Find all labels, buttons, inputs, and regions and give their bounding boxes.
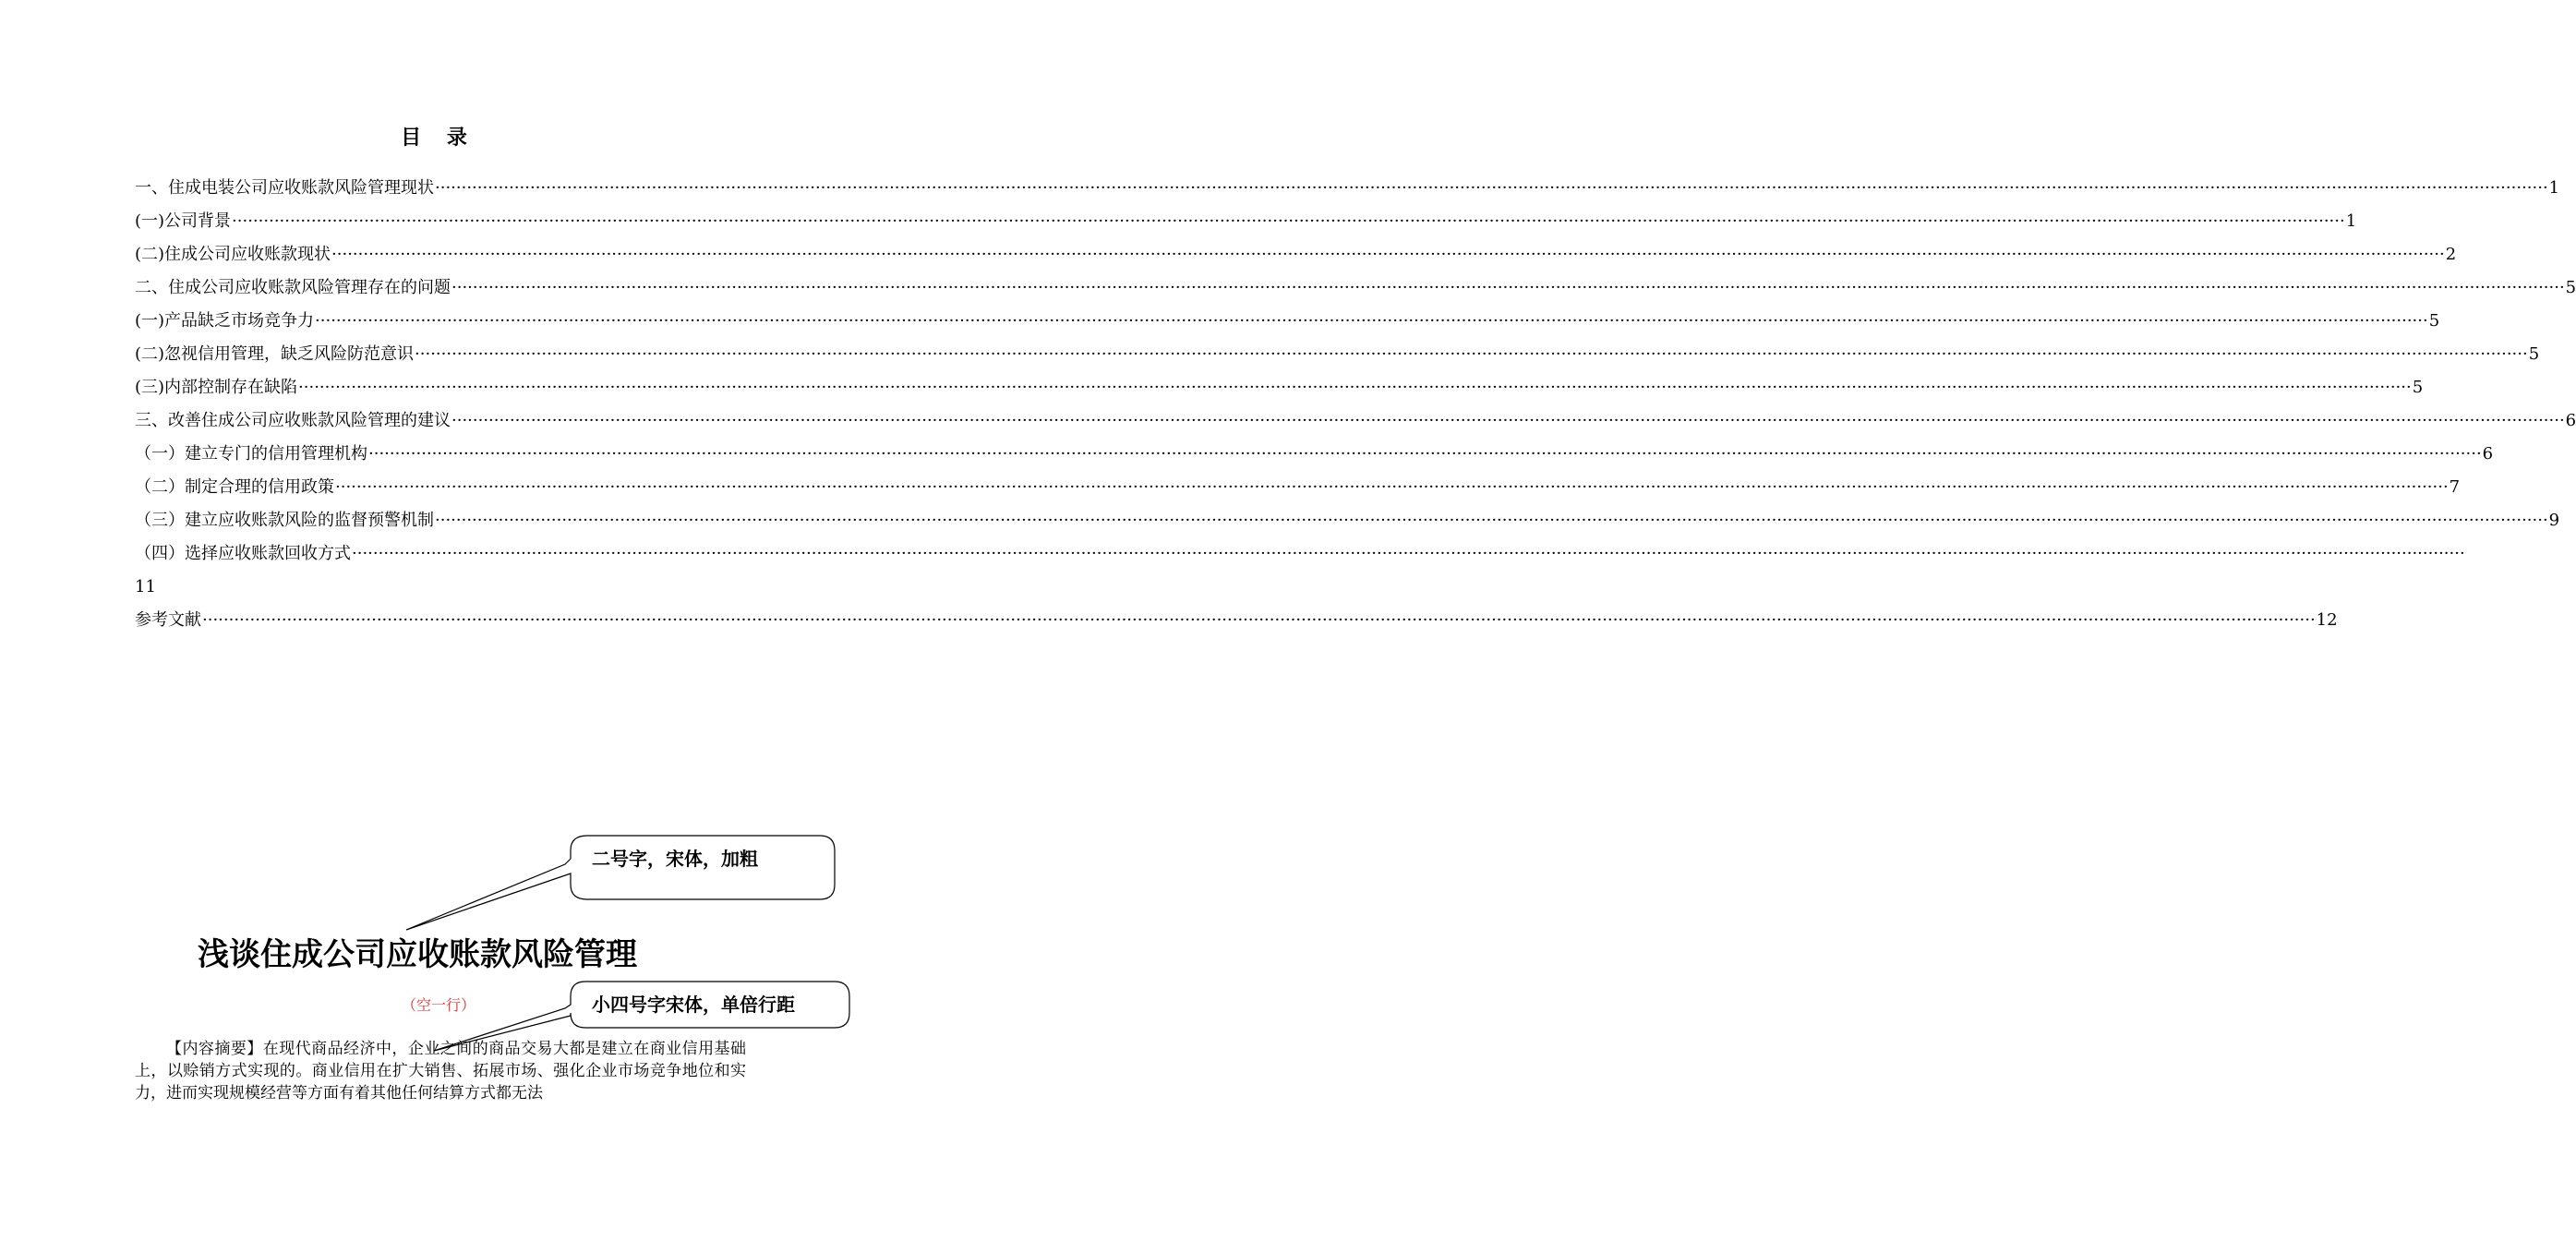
- toc-leader-dots: ················································································································································································································································································································································································································: [335, 477, 2449, 497]
- toc-leader-dots: ················································································································································································································································································································································································································: [315, 311, 2428, 331]
- toc-entry-label: 二、住成公司应收账款风险管理存在的问题: [135, 278, 451, 297]
- toc-entry-page: 7: [2449, 477, 2461, 497]
- toc-entry-label: 参考文献: [135, 610, 201, 630]
- toc-leader-dots: ················································································································································································································································································································································································································: [451, 278, 2565, 297]
- toc-entry-page: 5: [2528, 344, 2540, 364]
- toc-entry-page: 5: [2428, 311, 2440, 331]
- toc-leader-dots: ················································································································································································································································································································································································································: [232, 211, 2345, 231]
- toc-leader-dots: ················································································································································································································································································································································································································: [451, 411, 2565, 430]
- toc-entry-page: 5: [2565, 278, 2576, 297]
- abstract-paragraph: [135, 1038, 746, 1104]
- abstract-text: 在现代商品经济中，企业之间的商品交易大都是建立在商业信用基础上，以赊销方式实现的。商业信用在扩大销售、拓展市场、强化企业市场竞争地位和实力，进而实现规模经营等方面有着其他任何结算方式都无法: [135, 1040, 747, 1102]
- toc-entry-page: 6: [2482, 444, 2494, 464]
- toc-leader-dots: ················································································································································································································································································································································································································: [435, 511, 2548, 530]
- toc-leader-dots: ················································································································································································································································································································································································································: [415, 344, 2528, 364]
- callout-abstract-format-text: 小四号字宋体，单倍行距: [592, 994, 795, 1016]
- toc-entry-label: 一、住成电装公司应收账款风险管理现状: [135, 178, 434, 198]
- toc-entry-label: (一)产品缺乏市场竞争力: [135, 311, 315, 331]
- toc-leader-dots: ················································································································································································································································································································································································································: [368, 444, 2482, 464]
- toc-leader-dots: ················································································································································································································································································································································································································: [435, 178, 2548, 198]
- toc-entry-label: （三）建立应收账款风险的监督预警机制: [135, 511, 434, 530]
- toc-entry-label: (一)公司背景: [135, 211, 232, 231]
- toc-wrapped-page-number: 11: [135, 577, 156, 596]
- toc-entry-page: 12: [2316, 610, 2338, 630]
- toc-entry-page: 2: [2445, 245, 2457, 264]
- toc-leader-dots: ················································································································································································································································································································································································································: [298, 378, 2412, 397]
- toc-leader-dots: ················································································································································································································································································································································································································: [202, 610, 2316, 630]
- callout-title-format-text: 二号字，宋体，加粗: [592, 848, 758, 870]
- toc-entry-label: 三、改善住成公司应收账款风险管理的建议: [135, 411, 451, 430]
- toc-entry-page: 5: [2412, 378, 2424, 397]
- document-title: 浅谈住成公司应收账款风险管理: [198, 936, 637, 973]
- toc-leader-dots: ················································································································································································································································································································································································································: [331, 245, 2445, 264]
- blank-line-note: （空一行）: [401, 996, 475, 1014]
- toc-entry-label: (二)住成公司应收账款现状: [135, 245, 331, 264]
- toc-leader-dots: ················································································································································································································································································································································································································: [352, 544, 2465, 563]
- toc-entry-page: 6: [2565, 411, 2576, 430]
- toc-entry-page: 9: [2548, 511, 2560, 530]
- toc-entry-label: (二)忽视信用管理，缺乏风险防范意识: [135, 344, 415, 364]
- toc-entry-label: （二）制定合理的信用政策: [135, 477, 334, 497]
- toc-entry-label: (三)内部控制存在缺陷: [135, 378, 298, 397]
- abstract-tag: 【内容摘要】: [166, 1040, 263, 1058]
- toc-entry-page: 1: [2345, 211, 2357, 231]
- toc-entry-page: 1: [2548, 178, 2560, 198]
- toc-title: 目 录: [401, 126, 476, 150]
- toc-entry-label: （一）建立专门的信用管理机构: [135, 444, 367, 464]
- toc-entry-label: （四）选择应收账款回收方式: [135, 544, 351, 563]
